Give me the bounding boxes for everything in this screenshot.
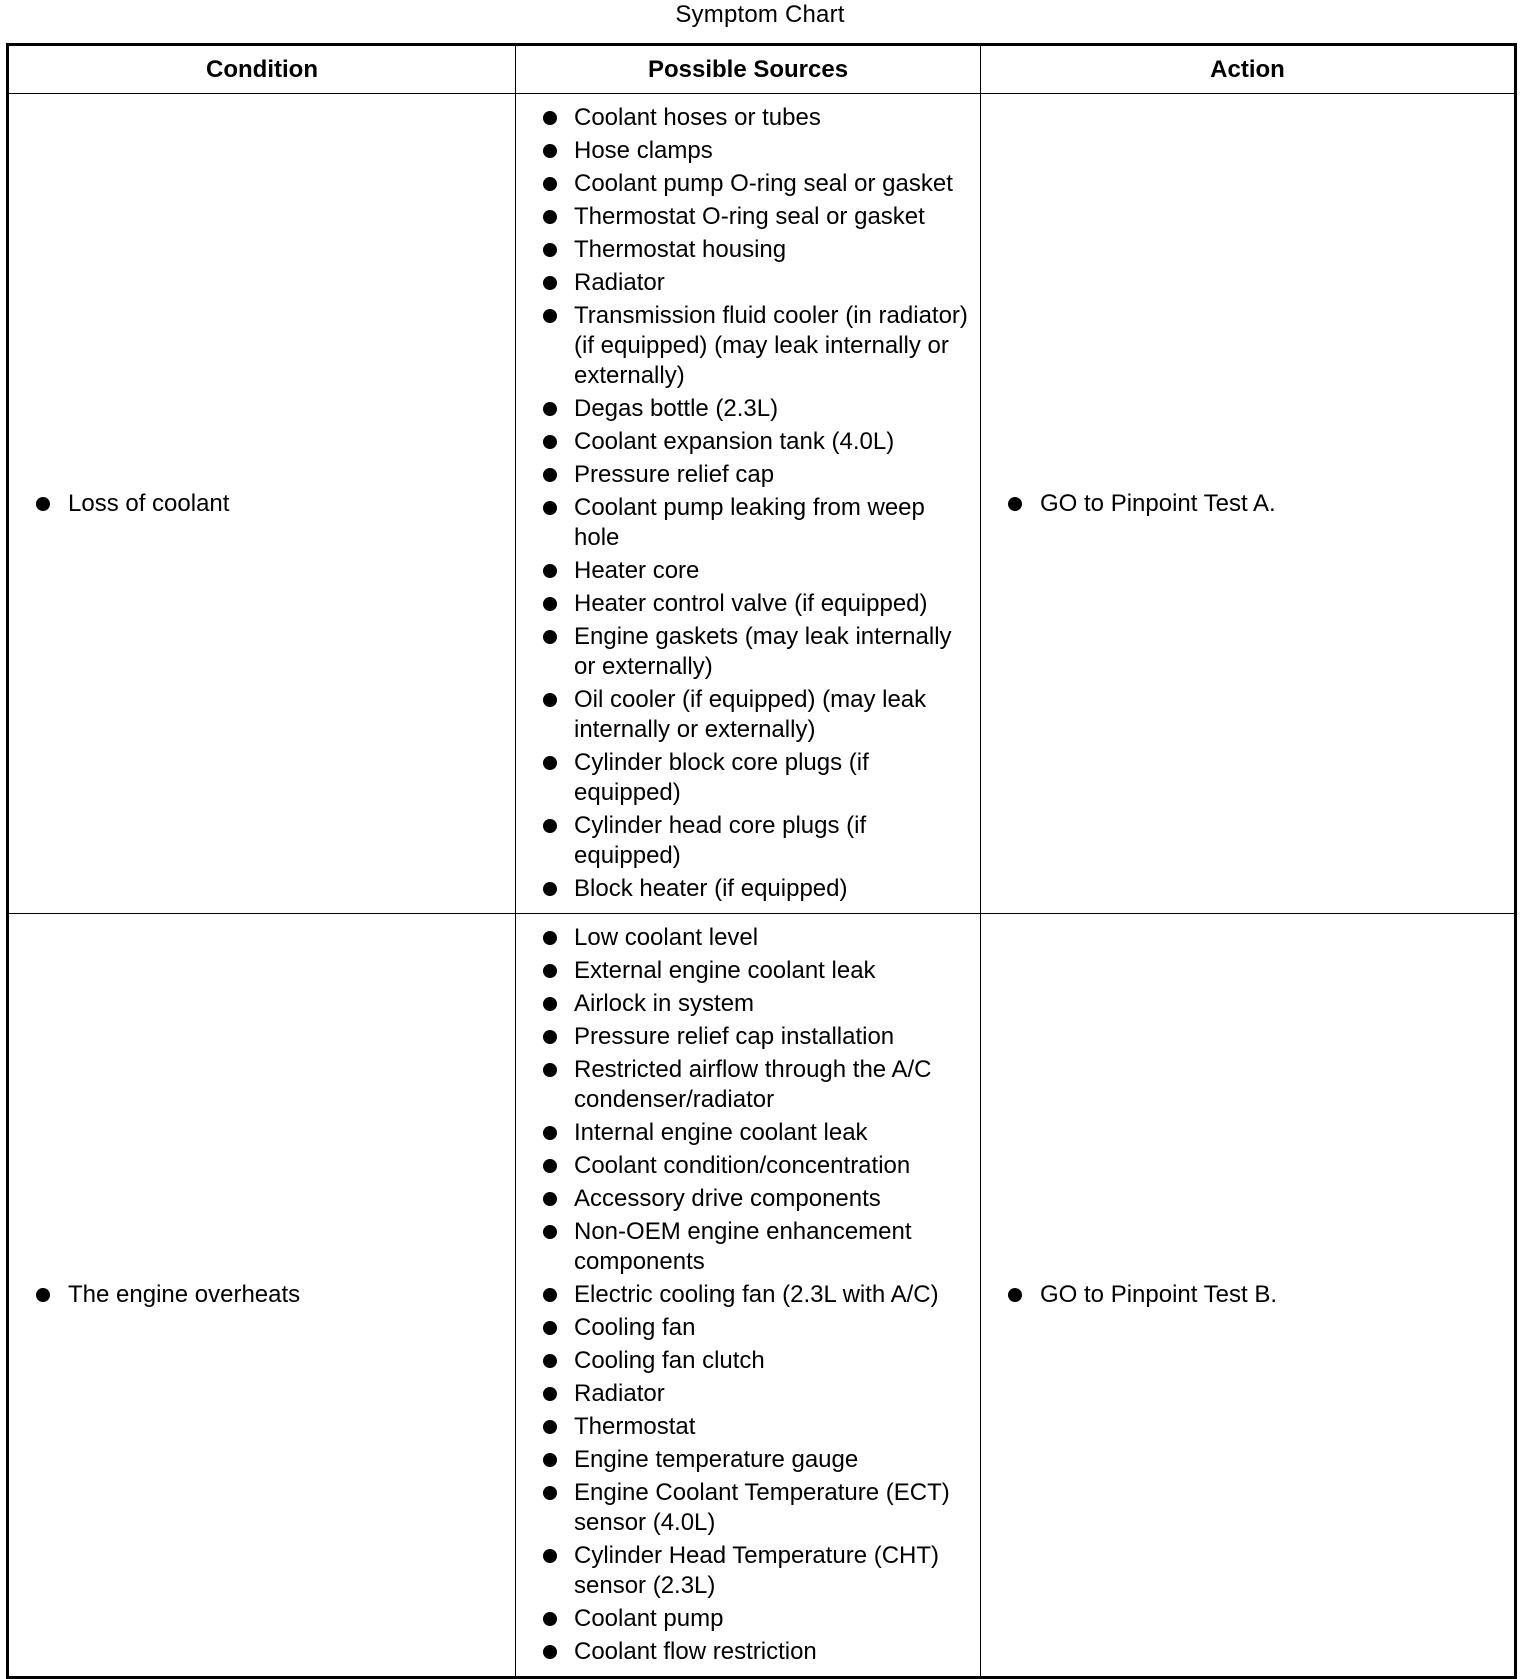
column-header-action: Action [981, 45, 1516, 94]
source-text: Cylinder Head Temperature (CHT) sensor (2.3L) [574, 1542, 940, 1599]
list-item [516, 1313, 980, 1343]
list-item [516, 989, 980, 1019]
possible-sources-cell [516, 914, 981, 1678]
bullet-icon [543, 309, 557, 323]
list-item [516, 427, 980, 457]
bullet-icon [543, 1225, 557, 1239]
bullet-icon [543, 1486, 557, 1500]
list-item [516, 136, 980, 166]
bullet-icon [543, 1192, 557, 1206]
bullet-icon [543, 1288, 557, 1302]
condition-cell [8, 914, 516, 1678]
source-text: Restricted airflow through the A/C condenser/radiator [574, 1056, 932, 1113]
list-item [516, 1118, 980, 1148]
list-item [516, 1151, 980, 1181]
list-item [516, 1217, 980, 1277]
source-text: Electric cooling fan (2.3L with A/C) [574, 1281, 939, 1308]
list-item [516, 923, 980, 953]
list-item [516, 622, 980, 682]
list-item [516, 1478, 980, 1538]
bullet-icon [543, 144, 557, 158]
source-text: Thermostat housing [574, 236, 787, 263]
bullet-icon [543, 997, 557, 1011]
bullet-icon [543, 1387, 557, 1401]
source-text: Engine Coolant Temperature (ECT) sensor (4.0L) [574, 1479, 950, 1536]
source-text: Coolant pump O-ring seal or gasket [574, 170, 953, 197]
source-text: Block heater (if equipped) [574, 875, 848, 902]
source-text: Heater core [574, 557, 700, 584]
list-item [516, 685, 980, 745]
possible-sources-list [516, 103, 980, 904]
bullet-icon [36, 1288, 50, 1302]
bullet-icon [543, 468, 557, 482]
list-item [516, 169, 980, 199]
source-text: Coolant flow restriction [574, 1638, 817, 1665]
bullet-icon [543, 564, 557, 578]
bullet-icon [543, 1063, 557, 1077]
source-text: Airlock in system [574, 990, 755, 1017]
bullet-icon [1008, 497, 1022, 511]
bullet-icon [543, 931, 557, 945]
source-text: Coolant pump [574, 1605, 724, 1632]
header-row [8, 45, 1516, 94]
source-text: Coolant pump leaking from weep hole [574, 494, 925, 551]
source-text: Radiator [574, 1380, 665, 1407]
source-text: Coolant hoses or tubes [574, 104, 821, 131]
list-item [516, 1022, 980, 1052]
source-text: Hose clamps [574, 137, 713, 164]
bullet-icon [543, 1420, 557, 1434]
source-text: Radiator [574, 269, 665, 296]
list-item [516, 956, 980, 986]
list-item [516, 874, 980, 904]
source-text: Thermostat [574, 1413, 696, 1440]
source-text: Pressure relief cap installation [574, 1023, 895, 1050]
list-item [516, 1055, 980, 1115]
bullet-icon [543, 1645, 557, 1659]
source-text: Coolant condition/concentration [574, 1152, 911, 1179]
bullet-icon [543, 1030, 557, 1044]
list-item [516, 811, 980, 871]
source-text: Thermostat O-ring seal or gasket [574, 203, 925, 230]
symptom-table [6, 43, 1517, 1679]
list-item [516, 268, 980, 298]
list-item [516, 103, 980, 133]
bullet-icon [543, 882, 557, 896]
bullet-icon [543, 1354, 557, 1368]
source-text: Cylinder head core plugs (if equipped) [574, 812, 867, 869]
list-item [516, 1637, 980, 1667]
source-text: Non-OEM engine enhancement components [574, 1218, 912, 1275]
bullet-icon [543, 1612, 557, 1626]
list-item [516, 235, 980, 265]
list-item [516, 1445, 980, 1475]
list-item [516, 748, 980, 808]
bullet-icon [543, 1321, 557, 1335]
bullet-icon [543, 1126, 557, 1140]
table-row [8, 94, 1516, 914]
action-cell [981, 914, 1516, 1678]
bullet-icon [1008, 1288, 1022, 1302]
source-text: Internal engine coolant leak [574, 1119, 868, 1146]
source-text: Accessory drive components [574, 1185, 881, 1212]
bullet-icon [543, 177, 557, 191]
bullet-icon [543, 756, 557, 770]
bullet-icon [543, 693, 557, 707]
source-text: Engine gaskets (may leak internally or externally) [574, 623, 952, 680]
list-item [516, 301, 980, 391]
list-item [516, 1184, 980, 1214]
list-item [516, 394, 980, 424]
condition-text: Loss of coolant [68, 489, 230, 517]
source-text: Degas bottle (2.3L) [574, 395, 779, 422]
list-item [516, 1346, 980, 1376]
action-cell [981, 94, 1516, 914]
source-text: Transmission fluid cooler (in radiator) (if equipped) (may leak internally or externally) [574, 302, 968, 389]
list-item [516, 1541, 980, 1601]
source-text: Heater control valve (if equipped) [574, 590, 928, 617]
source-text: Cylinder block core plugs (if equipped) [574, 749, 869, 806]
source-text: Cooling fan [574, 1314, 696, 1341]
table-row [8, 914, 1516, 1678]
bullet-icon [543, 243, 557, 257]
bullet-icon [543, 630, 557, 644]
list-item [516, 202, 980, 232]
list-item [516, 493, 980, 553]
bullet-icon [543, 1549, 557, 1563]
bullet-icon [543, 1453, 557, 1467]
column-header-possible-sources: Possible Sources [516, 45, 981, 94]
bullet-icon [543, 402, 557, 416]
list-item [516, 1280, 980, 1310]
list-item [516, 1604, 980, 1634]
bullet-icon [543, 964, 557, 978]
list-item [516, 460, 980, 490]
possible-sources-list [516, 923, 980, 1667]
bullet-icon [36, 497, 50, 511]
possible-sources-cell [516, 94, 981, 914]
chart-title: Symptom Chart [675, 1, 845, 28]
list-item [516, 556, 980, 586]
action-text: GO to Pinpoint Test A. [1040, 489, 1276, 517]
bullet-icon [543, 111, 557, 125]
bullet-icon [543, 1159, 557, 1173]
bullet-icon [543, 501, 557, 515]
condition-text: The engine overheats [68, 1281, 301, 1308]
source-text: External engine coolant leak [574, 957, 876, 984]
source-text: Cooling fan clutch [574, 1347, 765, 1374]
source-text: Oil cooler (if equipped) (may leak internally or externally) [574, 686, 927, 743]
list-item [516, 1379, 980, 1409]
bullet-icon [543, 597, 557, 611]
bullet-icon [543, 435, 557, 449]
action-text: GO to Pinpoint Test B. [1040, 1281, 1278, 1308]
source-text: Engine temperature gauge [574, 1446, 859, 1473]
condition-cell [8, 94, 516, 914]
source-text: Coolant expansion tank (4.0L) [574, 428, 895, 455]
list-item [516, 589, 980, 619]
list-item [516, 1412, 980, 1442]
bullet-icon [543, 819, 557, 833]
column-header-condition: Condition [8, 45, 516, 94]
bullet-icon [543, 276, 557, 290]
source-text: Pressure relief cap [574, 461, 775, 488]
bullet-icon [543, 210, 557, 224]
source-text: Low coolant level [574, 924, 759, 951]
